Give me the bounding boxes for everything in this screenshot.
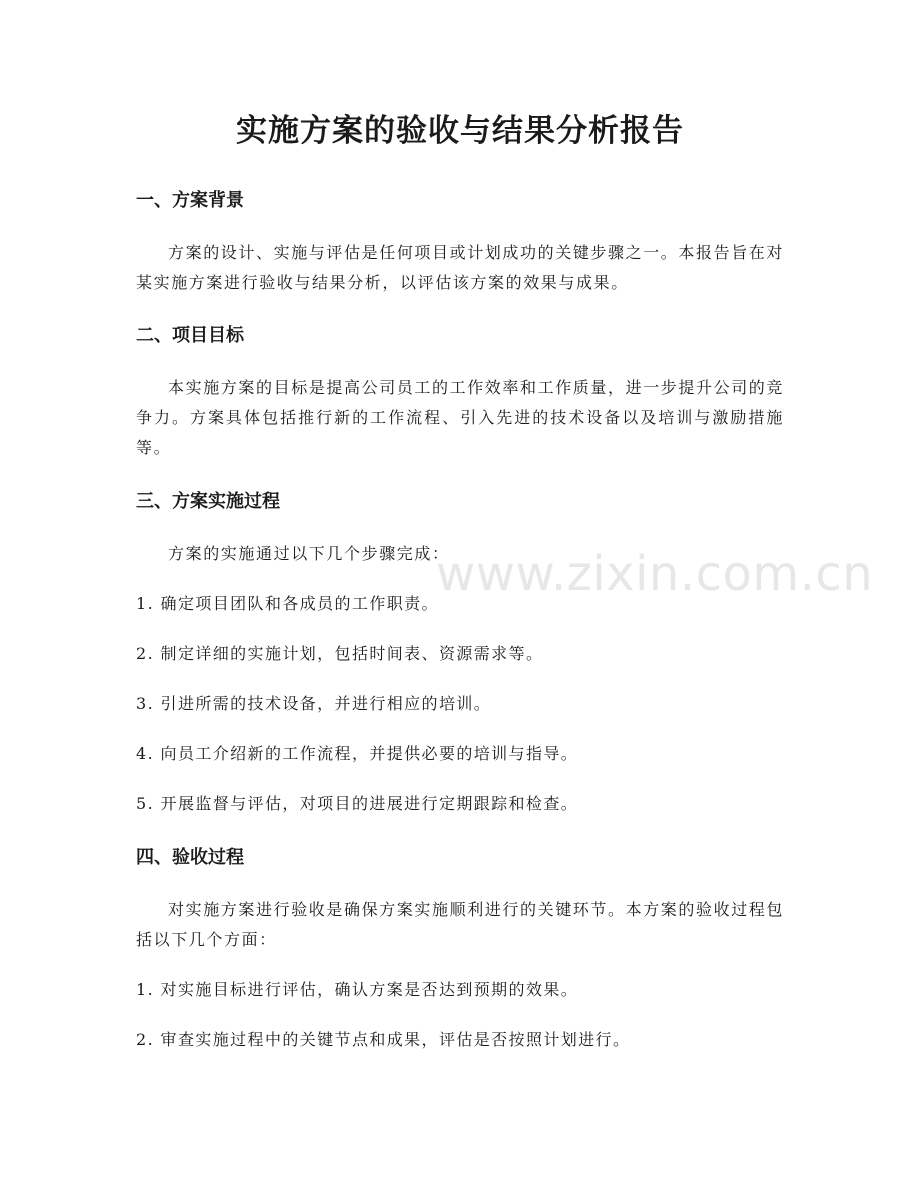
section-heading-goals: 二、项目目标 bbox=[136, 325, 244, 346]
section-paragraph-goals: 本实施方案的目标是提高公司员工的工作效率和工作质量，进一步提升公司的竞争力。方案具体包括推行新的工作流程、引入先进的技术设备以及培训与激励措施等。 bbox=[136, 378, 785, 457]
section-heading-process: 三、方案实施过程 bbox=[136, 491, 280, 512]
section-intro-process: 方案的实施通过以下几个步骤完成： bbox=[168, 544, 450, 563]
list-item: 3. 引进所需的技术设备，并进行相应的培训。 bbox=[136, 694, 492, 713]
document-title: 实施方案的验收与结果分析报告 bbox=[236, 113, 684, 149]
list-item: 1. 对实施目标进行评估，确认方案是否达到预期的效果。 bbox=[136, 980, 579, 999]
watermark: www.zixin.com.cn bbox=[436, 546, 874, 602]
list-item: 5. 开展监督与评估，对项目的进展进行定期跟踪和检查。 bbox=[136, 794, 579, 813]
list-item: 2. 制定详细的实施计划，包括时间表、资源需求等。 bbox=[136, 644, 544, 663]
document-body bbox=[136, 186, 784, 1055]
section-heading-acceptance: 四、验收过程 bbox=[136, 847, 244, 868]
list-item: 1. 确定项目团队和各成员的工作职责。 bbox=[136, 594, 439, 613]
section-paragraph-background: 方案的设计、实施与评估是任何项目或计划成功的关键步骤之一。本报告旨在对某实施方案进行验收与结果分析，以评估该方案的效果与成果。 bbox=[136, 243, 785, 292]
section-heading-background: 一、方案背景 bbox=[136, 190, 244, 211]
list-item: 2. 审查实施过程中的关键节点和成果，评估是否按照计划进行。 bbox=[136, 1030, 631, 1049]
list-item: 4. 向员工介绍新的工作流程，并提供必要的培训与指导。 bbox=[136, 744, 579, 763]
section-paragraph-acceptance: 对实施方案进行验收是确保方案实施顺利进行的关键环节。本方案的验收过程包括以下几个方面： bbox=[136, 900, 785, 949]
